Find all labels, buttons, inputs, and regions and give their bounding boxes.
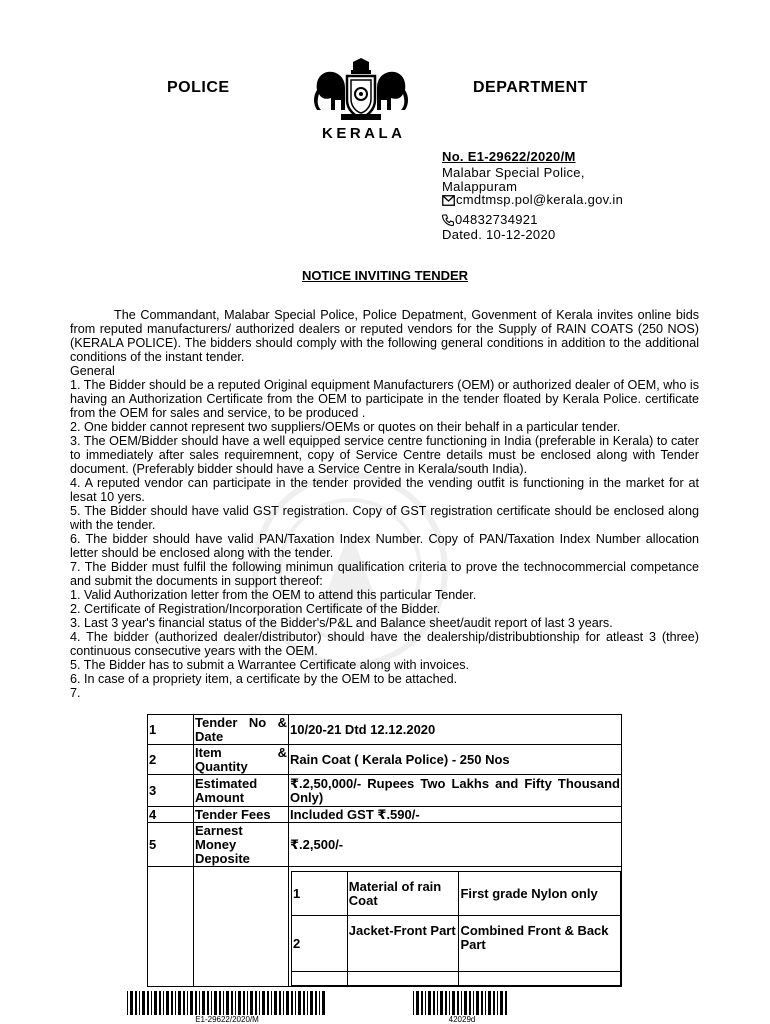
spec-row bbox=[292, 872, 621, 916]
general-item: 1. The Bidder should be a reputed Original equipment Manufacturers (OEM) or authorized dealer of OEM, who is having an Authorization Certificate from the OEM to participate in the tender floated by Kerala Police. certificate from the OEM for sales and service, to be produced . bbox=[70, 378, 699, 420]
envelope-icon bbox=[442, 195, 455, 206]
spec-value: Combined Front & Back Part bbox=[459, 916, 621, 972]
row-value: ₹.2,50,000/- Rupees Two Lakhs and Fifty Thousand Only) bbox=[290, 775, 620, 805]
row-label: Item & Quantity bbox=[195, 744, 287, 774]
general-item: 7. The Bidder must fulfil the following minimun qualification criteria to prove the technocommercial competance and submit the documents in support thereof: bbox=[70, 560, 699, 588]
row-label: Tender Fees bbox=[194, 807, 289, 823]
phone-line bbox=[442, 213, 538, 227]
row-label: Earnest Money Deposite bbox=[194, 823, 289, 867]
general-item: 2. One bidder cannot represent two suppliers/OEMs or quotes on their behalf in a particular tender. bbox=[70, 420, 621, 434]
phone-number: 04832734921 bbox=[455, 212, 538, 227]
barcode-right-icon bbox=[413, 991, 511, 1015]
barcode-left-label: E1-29622/2020/M bbox=[195, 1015, 259, 1024]
email-line bbox=[442, 193, 623, 207]
general-heading: General bbox=[70, 364, 115, 378]
header-police: POLICE bbox=[167, 79, 230, 96]
kerala-emblem-icon bbox=[311, 56, 411, 126]
empty-cell bbox=[194, 867, 289, 987]
criteria-item: 5. The Bidder has to submit a Warrantee Certificate along with invoices. bbox=[70, 658, 469, 672]
spec-item: Material of rain Coat bbox=[347, 872, 459, 916]
table-row bbox=[148, 775, 622, 807]
row-value: ₹.2,500/- bbox=[289, 823, 622, 867]
row-number: 1 bbox=[148, 715, 194, 745]
intro-paragraph: The Commandant, Malabar Special Police, Police Depatment, Govenment of Kerala invites online bids from reputed manufacturers/ authorized dealers or reputed vendors for the Supply of RAIN COATS (250 NOS) (KERALA POLICE). The bidders should comply with the following general conditions in addition to the additional conditions of the instant tender. bbox=[70, 308, 699, 364]
tender-details-table bbox=[147, 714, 622, 987]
empty-cell bbox=[148, 867, 194, 987]
row-number: 2 bbox=[148, 745, 194, 775]
notice-body bbox=[70, 308, 699, 700]
file-number: No. E1-29622/2020/M bbox=[442, 149, 576, 164]
row-value: Rain Coat ( Kerala Police) - 250 Nos bbox=[289, 745, 622, 775]
office-line1: Malabar Special Police, bbox=[442, 165, 585, 180]
criteria-item: 4. The bidder (authorized dealer/distributor) should have the dealership/distribubtionship for atleast 3 (three) continuous consecutive years with the OEM. bbox=[70, 630, 699, 658]
spec-item: Jacket-Front Part bbox=[347, 916, 459, 972]
row-label: Tender No & Date bbox=[195, 714, 287, 744]
table-row bbox=[148, 715, 622, 745]
table-row bbox=[148, 867, 622, 987]
general-item: 4. A reputed vendor can participate in the tender provided the vending outfit is functioning in the market for at lesat 10 yers. bbox=[70, 476, 699, 504]
barcode-left bbox=[127, 991, 327, 1024]
notice-title: NOTICE INVITING TENDER bbox=[301, 268, 469, 283]
row-number: 4 bbox=[148, 807, 194, 823]
barcode-left-icon bbox=[127, 991, 327, 1015]
criteria-item: 2. Certificate of Registration/Incorporation Certificate of the Bidder. bbox=[70, 602, 441, 616]
criteria-item: 6. In case of a propriety item, a certificate by the OEM to be attached. bbox=[70, 672, 458, 686]
header-department: DEPARTMENT bbox=[473, 79, 588, 96]
date-line: Dated. 10-12-2020 bbox=[442, 227, 556, 242]
empty-cell bbox=[459, 972, 621, 986]
spec-number: 2 bbox=[292, 916, 348, 972]
table-row bbox=[148, 823, 622, 867]
row-label: Estimated Amount bbox=[194, 775, 289, 807]
spec-row bbox=[292, 916, 621, 972]
criteria-item: 3. Last 3 year's financial status of the Bidder's/P&L and Balance sheet/audit report of last 3 years. bbox=[70, 616, 613, 630]
row-number: 5 bbox=[148, 823, 194, 867]
office-line2: Malappuram bbox=[442, 179, 518, 194]
email-address[interactable]: cmdtmsp.pol@kerala.gov.in bbox=[456, 192, 624, 207]
empty-cell bbox=[292, 972, 348, 986]
spec-row bbox=[292, 972, 621, 986]
state-name: KERALA bbox=[322, 125, 406, 142]
barcode-right bbox=[413, 991, 511, 1024]
barcode-right-label: 42029d bbox=[448, 1015, 476, 1024]
criteria-item: 1. Valid Authorization letter from the OEM to attend this particular Tender. bbox=[70, 588, 477, 602]
phone-icon bbox=[442, 214, 454, 226]
spec-value: First grade Nylon only bbox=[459, 872, 621, 916]
table-row bbox=[148, 745, 622, 775]
spec-cell bbox=[289, 867, 622, 987]
general-item: 3. The OEM/Bidder should have a well equipped service centre functioning in India (preferable in Kerala) to cater to immediately after sales requiremnent, copy of Service Centre details must be enclosed along with Tender document. (Preferably bidder should have a Service Centre in Kerala/south India). bbox=[70, 434, 699, 476]
row-value: 10/20-21 Dtd 12.12.2020 bbox=[289, 715, 622, 745]
table-row bbox=[148, 807, 622, 823]
row-number: 3 bbox=[148, 775, 194, 807]
spec-number: 1 bbox=[292, 872, 348, 916]
spec-table bbox=[291, 871, 621, 986]
row-value: Included GST ₹.590/- bbox=[289, 807, 622, 823]
general-item: 5. The Bidder should have valid GST registration. Copy of GST registration certificate should be enclosed along with the tender. bbox=[70, 504, 699, 532]
criteria-item: 7. bbox=[70, 686, 81, 700]
empty-cell bbox=[347, 972, 459, 986]
general-item: 6. The bidder should have valid PAN/Taxation Index Number. Copy of PAN/Taxation Index Number allocation letter should be enclosed along with the tender. bbox=[70, 532, 699, 560]
